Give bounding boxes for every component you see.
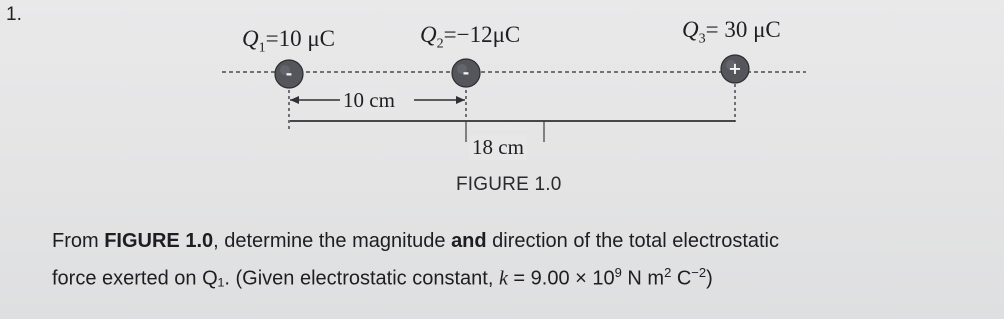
q3-sign-icon: +	[728, 59, 742, 78]
q3-label	[682, 17, 781, 48]
question-number: 1.	[6, 4, 22, 25]
figure-reference: FIGURE 1.0	[104, 230, 214, 252]
q3-symbol: Q	[682, 17, 699, 42]
q2-sign-icon: -	[462, 63, 470, 82]
charge-q2	[452, 59, 480, 87]
q1-symbol: Q	[242, 26, 259, 51]
q1-subscript: 1	[258, 40, 266, 56]
d12-left-arrowhead	[290, 96, 299, 104]
question-line-2: force exerted on Q₁. (Given electrostatic constant, $k = 9.00 \times 10^9$ N $m^2$ $C^{-2}$)	[52, 265, 713, 290]
question-text	[52, 226, 998, 295]
q2-subscript: 2	[436, 36, 444, 52]
q3-value: = 30 μC	[705, 17, 781, 42]
q2-value: =−12μC	[443, 22, 521, 47]
question-line-1: From FIGURE 1.0, determine the magnitude and direction of the total electrostatic	[52, 230, 779, 252]
k-symbol: k	[498, 267, 508, 290]
charge-q3	[721, 55, 749, 83]
d12-right-arrowhead	[456, 96, 465, 104]
emphasis-and: and	[451, 230, 487, 252]
figure-caption: FIGURE 1.0	[456, 174, 562, 195]
q1-sign-icon: -	[285, 64, 293, 83]
q3-subscript: 3	[698, 31, 706, 47]
q2-label	[420, 22, 520, 53]
q1-value: =10 μC	[265, 26, 336, 51]
distance-q1-q3-label: 18 cm	[469, 135, 527, 160]
q1-label	[242, 26, 335, 57]
charge-q1	[275, 60, 303, 88]
q2-symbol: Q	[420, 22, 437, 47]
distance-q1-q2-label: 10 cm	[340, 88, 398, 113]
